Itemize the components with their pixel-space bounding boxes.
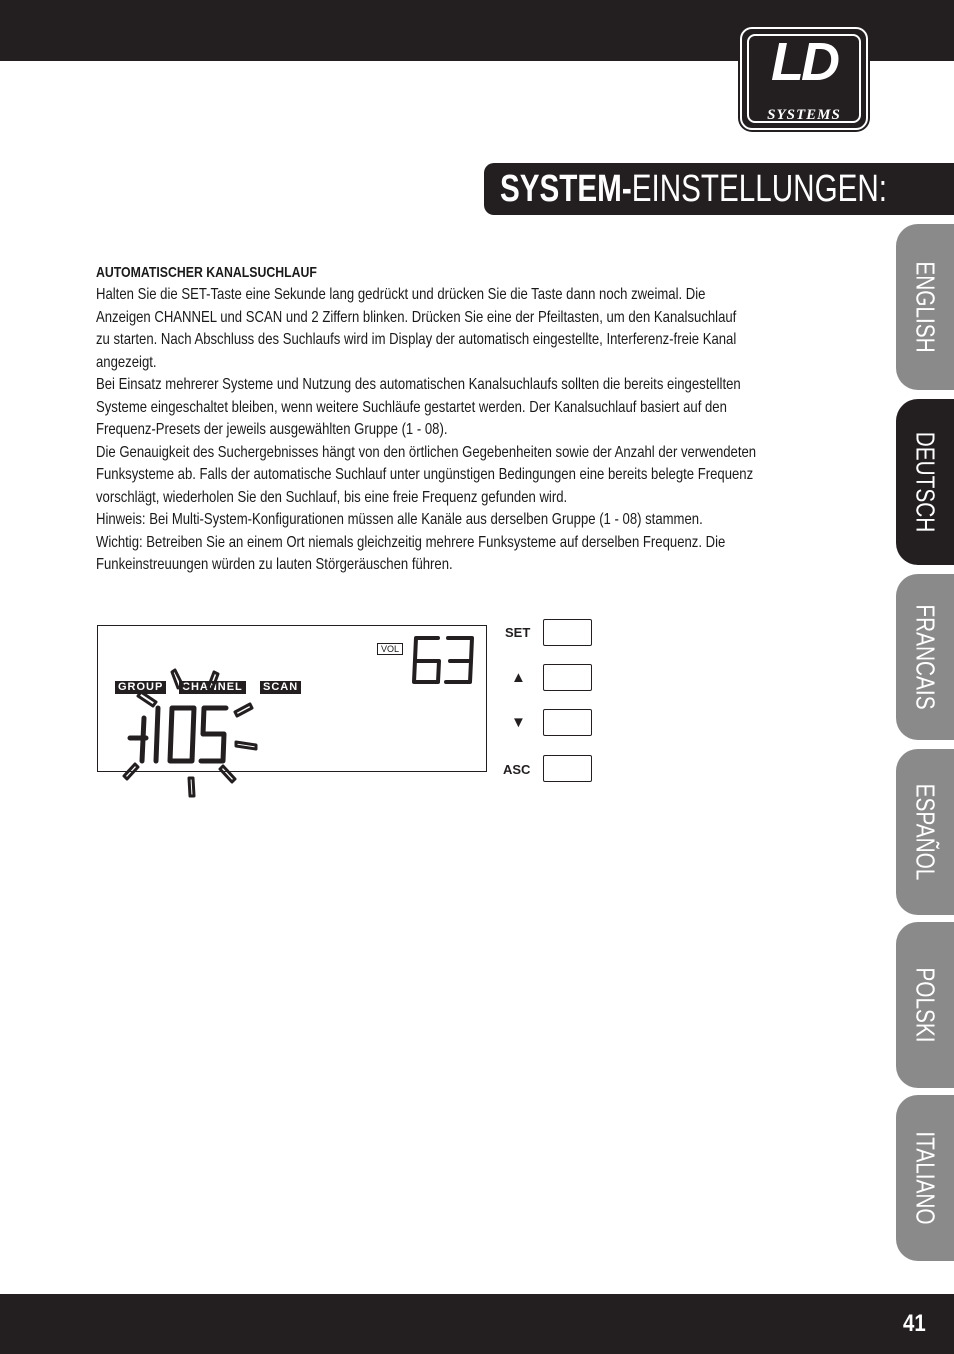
tab-espanol[interactable] bbox=[896, 749, 954, 915]
lcd-scan-label: SCAN bbox=[260, 681, 301, 694]
digit-6 bbox=[414, 638, 439, 682]
tab-deutsch-label: DEUTSCH bbox=[910, 431, 941, 533]
lcd-vol-label: VOL bbox=[377, 643, 403, 655]
blink-ray bbox=[172, 670, 183, 688]
tab-deutsch[interactable] bbox=[896, 399, 954, 565]
blink-ray bbox=[236, 742, 256, 749]
digit-3 bbox=[446, 638, 472, 682]
lcd-channel-digits bbox=[130, 708, 226, 761]
lcd-volume-digits bbox=[414, 638, 472, 682]
blink-ray bbox=[189, 778, 194, 796]
paragraph: Wichtig: Betreiben Sie an einem Ort niemals gleichzeitig mehrere Funksysteme auf derselben Frequenz. Die Funkeinstreuungen würden zu lauten Störgeräuschen führen. bbox=[96, 533, 726, 573]
paragraph: Hinweis: Bei Multi-System-Konfigurationen müssen alle Kanäle aus derselben Gruppe (1 - 08) stammen. bbox=[96, 511, 703, 528]
asc-button[interactable] bbox=[543, 755, 592, 782]
tab-english-label: ENGLISH bbox=[910, 261, 941, 353]
tab-italiano-label: ITALIANO bbox=[910, 1131, 941, 1225]
set-button[interactable] bbox=[543, 619, 592, 646]
blink-ray bbox=[138, 692, 156, 706]
lcd-segments bbox=[98, 626, 488, 796]
digit-prefix bbox=[130, 718, 146, 761]
lcd-channel-label: CHANNEL bbox=[179, 681, 246, 694]
main-content bbox=[96, 262, 866, 577]
tab-espanol-label: ESPAÑOL bbox=[910, 783, 941, 881]
bottom-bar bbox=[0, 1294, 954, 1354]
up-button[interactable] bbox=[543, 664, 592, 691]
section-title-bar bbox=[484, 163, 954, 215]
section-title-rest: EINSTELLUNGEN: bbox=[631, 168, 888, 210]
section-heading: AUTOMATISCHER KANALSUCHLAUF bbox=[96, 264, 317, 281]
digit-1 bbox=[156, 708, 158, 761]
blink-ray bbox=[220, 766, 235, 782]
section-title bbox=[500, 167, 887, 211]
lcd-group-label: GROUP bbox=[115, 681, 166, 694]
blink-ray bbox=[208, 672, 218, 690]
section-title-bold: SYSTEM- bbox=[500, 168, 632, 210]
paragraph: Bei Einsatz mehrerer Systeme und Nutzung des automatischen Kanalsuchlaufs sollten die bereits eingestellten Systeme eingeschaltet bleiben, wenn weitere Suchläufe gestartet werden. Der Kanalsuchlauf basiert auf den Frequenz-Presets der jeweils ausgewählten Gruppe (1 - 08). bbox=[96, 376, 741, 438]
down-arrow-icon: ▼ bbox=[511, 714, 526, 731]
tab-italiano[interactable] bbox=[896, 1095, 954, 1261]
tab-english[interactable] bbox=[896, 224, 954, 390]
blink-ray bbox=[124, 764, 138, 779]
paragraph: Halten Sie die SET-Taste eine Sekunde lang gedrückt und drücken Sie die Taste dann noch zweimal. Die Anzeigen CHANNEL und SCAN und 2 Ziffern blinken. Drücken Sie eine der Pfeiltasten, um den Kanalsuchlauf zu starten. Nach Abschluss des Suchlaufs wird im Display der automatisch eingestellte, Interferenz-freie Kanal angezeigt. bbox=[96, 286, 737, 371]
up-arrow-icon: ▲ bbox=[511, 669, 526, 686]
digit-0 bbox=[170, 708, 194, 761]
digit-5 bbox=[201, 708, 226, 761]
paragraph: Die Genauigkeit des Suchergebnisses hängt von den örtlichen Gegebenheiten sowie der Anzahl der verwendeten Funksysteme ab. Falls der automatische Suchlauf unter ungünstigen Bedingungen eine bereits belegte Frequenz vorschlägt, wiederholen Sie den Suchlauf, bis eine freie Frequenz gefunden wird. bbox=[96, 443, 757, 506]
tab-polski-label: POLSKI bbox=[910, 967, 941, 1043]
logo-ld-text: LD bbox=[771, 32, 837, 92]
page-number: 41 bbox=[903, 1310, 926, 1337]
ld-systems-logo bbox=[740, 27, 868, 130]
blink-ray bbox=[235, 704, 252, 716]
logo-systems-text: SYSTEMS bbox=[767, 107, 841, 123]
tab-francais[interactable] bbox=[896, 574, 954, 740]
tab-polski[interactable] bbox=[896, 922, 954, 1088]
asc-label: ASC bbox=[503, 762, 531, 777]
lcd-display bbox=[97, 625, 487, 772]
tab-francais-label: FRANCAIS bbox=[910, 604, 941, 710]
set-label: SET bbox=[505, 625, 531, 640]
down-button[interactable] bbox=[543, 709, 592, 736]
